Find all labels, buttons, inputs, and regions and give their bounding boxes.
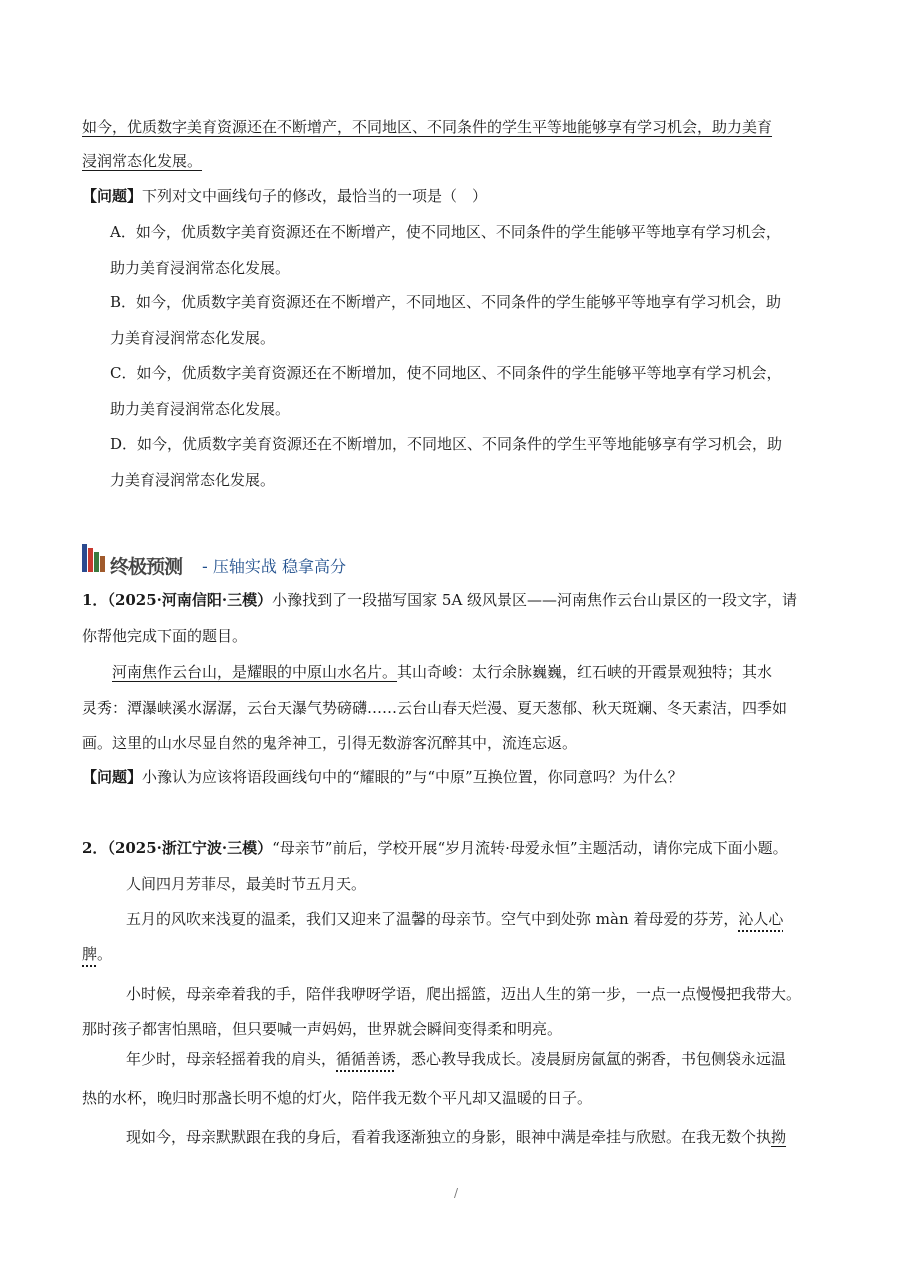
q2-s1: 人间四月芳菲尽，最美时节五月天。	[126, 875, 367, 893]
q1-intro-line1	[82, 590, 797, 610]
option-d-line1: D．如今，优质数字美育资源还在不断增加，不同地区、不同条件的学生平等地能够享有学习机会，助	[110, 435, 783, 453]
question-prev	[82, 186, 487, 206]
option-b-line2: 力美育浸润常态化发展。	[110, 329, 276, 347]
q2-s2-text: 五月的风吹来浅夏的温柔，我们又迎来了温馨的母亲节。空气中到处弥 màn 着母爱的芬芳，	[126, 910, 739, 928]
q2-s4-text2: ，悉心教导我成长。凌晨厨房氤氲的粥香，书包侧袋永远温	[396, 1050, 787, 1068]
option-d-line2: 力美育浸润常态化发展。	[110, 471, 276, 489]
q1-passage-rest: 其山奇峻：太行余脉巍巍，红石峡的开霞景观独特；其水	[397, 663, 773, 681]
q1-passage-line2: 灵秀：潭瀑峡溪水潺潺，云台天瀑气势磅礴……云台山春天烂漫、夏天葱郁、秋天斑斓、冬天素洁，四季如	[82, 699, 788, 717]
question-label: 【问题】	[82, 187, 143, 205]
q1-question	[82, 767, 683, 787]
q1-passage-line1	[112, 662, 772, 682]
q2-s5-line1	[126, 1127, 786, 1147]
q2-underlined-char: 拗	[771, 1128, 787, 1146]
option-b-line1: B．如今，优质数字美育资源还在不断增产，不同地区、不同条件的学生能够平等地享有学习机会，助	[110, 293, 782, 311]
q2-period: 。	[97, 945, 113, 963]
underlined-sentence-line1: 如今，优质数字美育资源还在不断增产，不同地区、不同条件的学生平等地能够享有学习机会，助力美育	[82, 118, 773, 136]
section-title: 终极预测	[110, 556, 183, 578]
q2-s3-line2: 那时孩子都害怕黑暗，但只要喊一声妈妈，世界就会瞬间变得柔和明亮。	[82, 1020, 563, 1038]
option-c-line2: 助力美育浸润常态化发展。	[110, 400, 291, 418]
q2-source: （2025·浙江宁波·三模）	[107, 839, 273, 857]
q1-intro-line2: 你帮他完成下面的题目。	[82, 627, 248, 645]
q2-s4-line1	[126, 1049, 786, 1069]
q2-s4-text1: 年少时，母亲轻摇着我的肩头，	[126, 1050, 337, 1068]
q2-s3-line1: 小时候，母亲牵着我的手，陪伴我咿呀学语，爬出摇篮，迈出人生的第一步，一点一点慢慢把我带大。	[126, 985, 802, 1003]
q2-s4-line2: 热的水杯，晚归时那盏长明不熄的灯火，陪伴我无数个平凡却又温暖的日子。	[82, 1089, 593, 1107]
q2-intro-text: “母亲节”前后，学校开展“岁月流转·母爱永恒”主题活动，请你完成下面小题。	[272, 839, 788, 857]
option-a-line2: 助力美育浸润常态化发展。	[110, 259, 291, 277]
section-subtitle: - 压轴实战 稳拿高分	[202, 557, 346, 576]
q2-s5-text: 现如今，母亲默默跟在我的身后，看着我逐渐独立的身影，眼神中满是牵挂与欣慰。在我无数个执	[126, 1128, 772, 1146]
q1-source: （2025·河南信阳·三模）	[107, 591, 273, 609]
q1-question-label: 【问题】	[82, 768, 143, 786]
section-header	[80, 540, 410, 580]
q2-s2-line2	[82, 944, 112, 964]
underlined-sentence-line2: 浸润常态化发展。	[82, 152, 203, 170]
q2-dotted-char: 脾	[82, 945, 98, 963]
q1-underlined-sentence: 河南焦作云台山，是耀眼的中原山水名片。	[112, 663, 398, 681]
question-text: 下列对文中画线句子的修改，最恰当的一项是（ ）	[142, 187, 488, 205]
option-a-line1: A．如今，优质数字美育资源还在不断增产，使不同地区、不同条件的学生能够平等地享有学习机会，	[110, 223, 781, 241]
page-mark: /	[454, 1186, 459, 1200]
q2-s2-line1	[126, 909, 783, 929]
q2-number: 2．	[82, 839, 108, 857]
q2-dotted-word: 沁人心	[738, 910, 784, 928]
q2-intro	[82, 838, 788, 858]
option-c-line1: C．如今，优质数字美育资源还在不断增加，使不同地区、不同条件的学生能够平等地享有学习机会，	[110, 364, 782, 382]
books-icon	[80, 540, 110, 576]
q1-question-text: 小豫认为应该将语段画线句中的“耀眼的”与“中原”互换位置，你同意吗？为什么？	[142, 768, 683, 786]
q1-number: 1．	[82, 591, 108, 609]
q1-intro-text: 小豫找到了一段描写国家 5A 级风景区——河南焦作云台山景区的一段文字，请	[272, 591, 798, 609]
q1-passage-line3: 画。这里的山水尽显自然的鬼斧神工，引得无数游客沉醉其中，流连忘返。	[82, 734, 578, 752]
q2-dotted-idiom: 循循善诱	[336, 1050, 397, 1068]
